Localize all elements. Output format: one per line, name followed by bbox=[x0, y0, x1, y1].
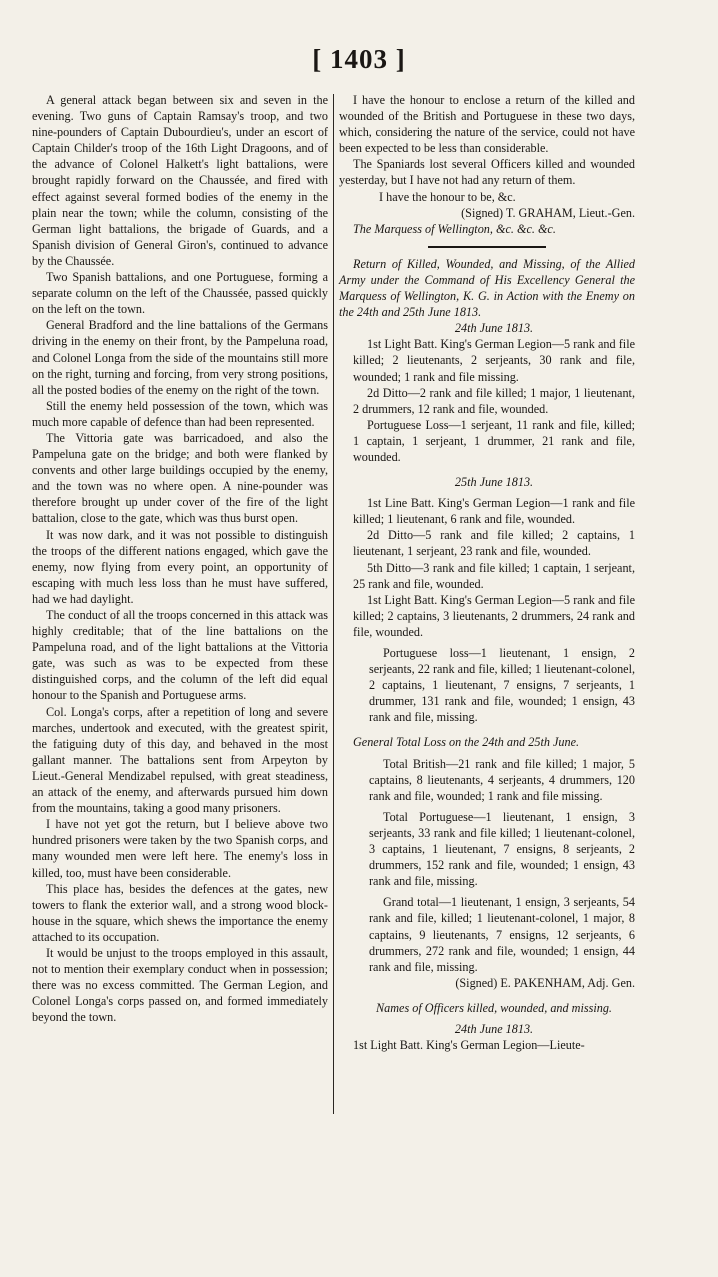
total-entry: Total Portuguese—1 lieutenant, 1 ensign, 3 serjeants, 33 rank and file killed; 1 lieutenant-colonel, 3 captains, 1 lieutenant, 7 ensigns, 8 serjeants, 2 drummers, 152 rank and file, wounded; 1 ensign, 43 rank and file, missing. bbox=[369, 809, 635, 889]
addressee: The Marquess of Wellington, &c. &c. &c. bbox=[353, 221, 556, 236]
closing: I have the honour to be, &c. bbox=[379, 189, 516, 204]
spacer bbox=[339, 465, 635, 474]
return-entry: 5th Ditto—3 rank and file killed; 1 captain, 1 serjeant, 25 rank and file, wounded. bbox=[353, 560, 635, 591]
total-entry: Total British—21 rank and file killed; 1 major, 5 captains, 8 lieutenants, 4 serjeants, 4 drummers, 120 rank and file, wounded; 1 rank and file missing. bbox=[369, 756, 635, 803]
paragraph: I have the honour to enclose a return of the killed and wounded of the British and Portuguese in these two days, which, considering the nature of the service, could not have been expected to be less than considerable. bbox=[339, 93, 635, 156]
paragraph: The Vittoria gate was barricadoed, and also the Pampeluna gate on the bridge; and both were flanked by convents and other large buildings occupied by the enemy, and the town was no where open. A nine-pounder was therefore brought up under cover of the fire of the light battalion, close to the gate, which was thus burst open. bbox=[32, 430, 328, 526]
left-column bbox=[32, 92, 328, 1025]
signature: (Signed) E. PAKENHAM, Adj. Gen. bbox=[455, 975, 635, 990]
paragraph: A general attack began between six and seven in the evening. Two guns of Captain Ramsay's troop, and two nine-pounders of Captain Dubourdieu's, under an escort of Captain Childer's troop of the 16th Light Dragoons, and of the advance of Colonel Halkett's light battalions, were brought rapidly forward on the Chaussée, and fired with effect against several formed bodies of the enemy in the plain near the town; while the column, consisting of the German light battalions, the brigade of Guards, and a Spanish division of General Giron's, continued to advance by the Chaussée. bbox=[32, 93, 328, 268]
paragraph: Col. Longa's corps, after a repetition of long and severe marches, undertook and executed, with the greatest spirit, the fatiguing duty of this day, and behaved in the most gallant manner. The battalions sent from Arpeyton by Lieut.-General Mendizabel repulsed, with great steadiness, an attack of the enemy, and afterwards pursued him down from the mountains, taking a good many prisoners. bbox=[32, 704, 328, 816]
date-heading: 24th June 1813. bbox=[454, 321, 534, 336]
date-heading: 24th June 1813. bbox=[454, 1021, 534, 1036]
paragraph: This place has, besides the defences at the gates, new towers to flank the exterior wall, and a strong wood block-house in the square, which shews the importance the enemy attached to its occupation. bbox=[32, 881, 328, 944]
names-title: Names of Officers killed, wounded, and missing. bbox=[376, 1000, 612, 1015]
column-divider bbox=[333, 94, 334, 1114]
paragraph: General Bradford and the line battalions of the Germans driving in the enemy on their front, by the Pampeluna road, and Colonel Longa from the side of the mountains still more on the right, turning and forcing, from very strong positions, all the posted bodies of the enemy on the right of the town. bbox=[32, 318, 328, 397]
paragraph: It was now dark, and it was not possible to distinguish the troops of the different nations engaged, which gave the enemy, now flying from every point, an opportunity of escaping with much less loss than he must have suffered, had we had daylight. bbox=[32, 527, 328, 606]
general-total-title: General Total Loss on the 24th and 25th June. bbox=[353, 735, 580, 750]
spacer bbox=[339, 725, 635, 734]
return-entry: 1st Light Batt. King's German Legion—5 rank and file killed; 2 lieutenants, 2 serjeants, 30 rank and file, wounded; 1 rank and file missing. bbox=[353, 337, 635, 384]
paragraph: The conduct of all the troops concerned in this attack was highly creditable; that of the line battalions on the Pampeluna road, and of the light battalions at the Vittoria gate, was such as was to be expected from these distinguished corps, and the column of the left did equal honour to the Spanish and Portuguese arms. bbox=[32, 608, 328, 703]
return-entry: 2d Ditto—2 rank and file killed; 1 major, 1 lieutenant, 2 drummers, 12 rank and file, wounded. bbox=[353, 385, 635, 416]
total-entry: Grand total—1 lieutenant, 1 ensign, 3 serjeants, 54 rank and file, killed; 1 lieutenant-colonel, 1 major, 8 captains, 9 lieutenants, 7 ensigns, 12 serjeants, 6 drummers, 272 rank and file, wounded; 1 ensign, 44 rank and file, missing. bbox=[369, 895, 635, 974]
signature: (Signed) T. GRAHAM, Lieut.-Gen. bbox=[461, 205, 635, 220]
right-column bbox=[339, 92, 635, 1053]
date-heading: 25th June 1813. bbox=[454, 475, 534, 490]
return-entry: 1st Light Batt. King's German Legion—5 rank and file killed; 2 captains, 3 lieutenants, 2 drummers, 24 rank and file, wounded. bbox=[353, 592, 635, 639]
page-number: [ 1403 ] bbox=[312, 44, 406, 74]
paragraph: Two Spanish battalions, and one Portuguese, forming a separate column on the left of the Chaussée, passed quickly on the left on the town. bbox=[32, 270, 328, 317]
return-entry: Portuguese Loss—1 serjeant, 11 rank and file, killed; 1 captain, 1 serjeant, 1 drummer, 21 rank and file, wounded. bbox=[353, 417, 635, 464]
return-entry: Portuguese loss—1 lieutenant, 1 ensign, 2 serjeants, 22 rank and file, killed; 1 lieutenant-colonel, 2 captains, 1 lieutenant, 7 ensigns, 7 serjeants, 1 drummer, 131 rank and file, wounded; 1 ensign, 43 rank and file, missing. bbox=[369, 646, 636, 725]
return-entry: 1st Line Batt. King's German Legion—1 rank and file killed; 1 lieutenant, 6 rank and file, wounded. bbox=[353, 496, 635, 527]
section-divider bbox=[428, 246, 546, 248]
paragraph: The Spaniards lost several Officers killed and wounded yesterday, but I have not had any return of them. bbox=[339, 157, 635, 188]
paragraph: It would be unjust to the troops employed in this assault, not to mention their exemplary conduct when in possession; there was no excess committed. The German Legion, and Colonel Longa's corps passed on, and formed immediately beyond the town. bbox=[32, 945, 328, 1025]
return-title: Return of Killed, Wounded, and Missing, of the Allied Army under the Command of His Excellency General the Marquess of Wellington, K. G. in Action with the Enemy on the 24th and 25th June 1813. bbox=[339, 256, 635, 320]
return-entry: 2d Ditto—5 rank and file killed; 2 captains, 1 lieutenant, 1 serjeant, 23 rank and file, wounded. bbox=[353, 528, 635, 559]
last-line: 1st Light Batt. King's German Legion—Lieute- bbox=[353, 1038, 585, 1053]
paragraph: Still the enemy held possession of the town, which was much more capable of defence than had been represented. bbox=[32, 398, 328, 429]
spacer bbox=[339, 991, 635, 1000]
paragraph: I have not yet got the return, but I believe above two hundred prisoners were taken by the two Spanish corps, and many wounded men were left here. The enemy's loss in killed, too, must have been considerable. bbox=[32, 817, 328, 880]
